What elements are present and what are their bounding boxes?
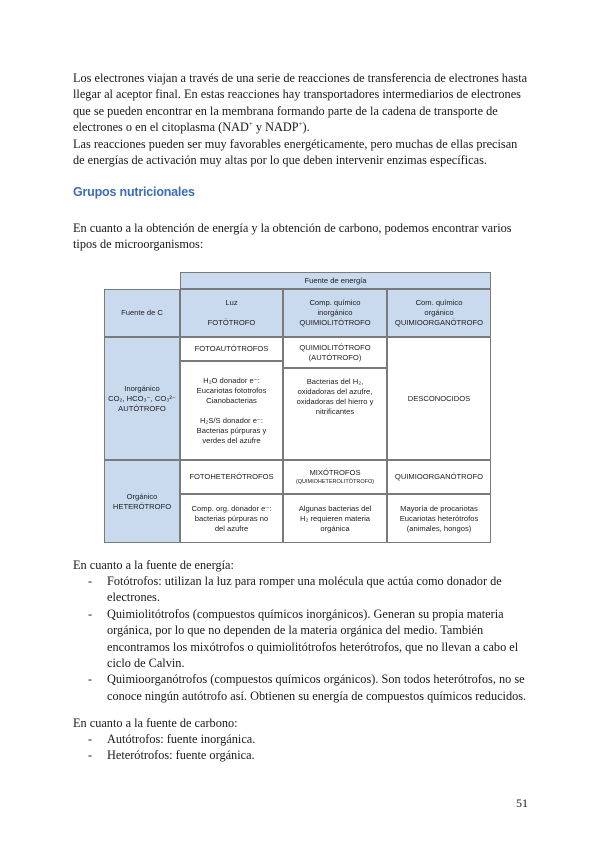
row-header-inorganic: Inorgánico CO₂, HCO₃⁻, CO₃²⁻ AUTÓTROFO — [104, 337, 180, 460]
table-corner — [104, 272, 180, 289]
cell-mixotrofos: MIXÓTROFOS (QUIMIOHETEROLITÓTROFO) — [283, 460, 387, 494]
cell-quimiolitotrofo: QUIMIOLITÓTROFO (AUTÓTROFO) — [283, 337, 387, 368]
carbon-list — [88, 731, 528, 764]
col-header-light: Luz FOTÓTROFO — [180, 289, 283, 337]
energy-list — [88, 573, 528, 704]
cell-fotoheterotrofos: FOTOHETERÓTROFOS — [180, 460, 283, 494]
energy-source-header: Fuente de energía — [180, 272, 491, 289]
cell-quimioorganotrofo: QUIMIOORGANÓTROFO — [387, 460, 491, 494]
cell-mixotrofos-desc: Algunas bacterias del H₂ requieren materia orgánica — [283, 494, 387, 543]
cell-desconocidos: DESCONOCIDOS — [387, 337, 491, 460]
list-item: - Heterótrofos: fuente orgánica. — [88, 748, 255, 763]
intro-paragraph-2: Las reacciones pueden ser muy favorables energéticamente, pero muchas de ellas precisan de energías de activación muy altas por lo que deben intervenir enzimas específicas. — [73, 137, 518, 168]
intro-paragraph-1: Los electrones viajan a través de una serie de reacciones de transferencia de electrones hasta llegar al aceptor final. En estas reacciones hay transportadores intermediarios de electrones que se pueden encontrar en la membrana formando parte de la cadena de transporte de electrones o en el citoplasma (NAD+ y NADP+). — [73, 71, 528, 135]
col-header-organic: Com. químico orgánico QUIMIOORGANÓTROFO — [387, 289, 491, 337]
cell-fotoheterotrofos-desc: Comp. org. donador e⁻: bacterias púrpuras no del azufre — [180, 494, 283, 543]
table-intro: En cuanto a la obtención de energía y la obtención de carbono, podemos encontrar varios tipos de microorganismos: — [73, 221, 512, 252]
col-header-inorganic: Comp. químico inorgánico QUIMIOLITÓTROFO — [283, 289, 387, 337]
row-header-organic: Orgánico HETERÓTROFO — [104, 460, 180, 543]
section-heading: Grupos nutricionales — [73, 185, 195, 199]
carbon-intro: En cuanto a la fuente de carbono: — [73, 716, 238, 730]
page-number: 51 — [516, 796, 528, 810]
list-item: - Autótrofos: fuente inorgánica. — [88, 732, 256, 746]
cell-fotoautotrofos: FOTOAUTÓTROFOS — [180, 337, 283, 361]
carbon-source-header: Fuente de C — [104, 289, 180, 337]
list-item: - Quimioorganótrofos (compuestos químicos orgánicos). Son todos heterótrofos, no se conoce ningún autótrofo así. Obtienen su energía de compuestos químicos reducidos. — [88, 672, 527, 703]
cell-fotoautotrofos-desc: H₂O donador e⁻: Eucariotas fototrofos Cianobacterias H₂S/S donador e⁻: Bacterias púrpuras y verdes del azufre — [180, 361, 283, 460]
cell-quimiolitotrofo-desc: Bacterias del H₂, oxidadoras del azufre, oxidadoras del hierro y nitrificantes — [283, 368, 387, 460]
list-item: - Quimiolitótrofos (compuestos químicos inorgánicos). Generan su propia materia orgánica, por lo que no dependen de la materia orgánica del medio. También encontramos los mixótrofos o quimiolitótrofos heterótrofos, que no llevan a cabo el ciclo de Calvin. — [88, 606, 519, 671]
cell-quimioorganotrofo-desc: Mayoría de procariotas Eucariotas heterótrofos (animales, hongos) — [387, 494, 491, 543]
list-item: - Fotótrofos: utilizan la luz para romper una molécula que actúa como donador de electrones. — [88, 574, 502, 605]
energy-intro: En cuanto a la fuente de energía: — [73, 558, 234, 572]
nutritional-groups-table — [104, 272, 491, 543]
